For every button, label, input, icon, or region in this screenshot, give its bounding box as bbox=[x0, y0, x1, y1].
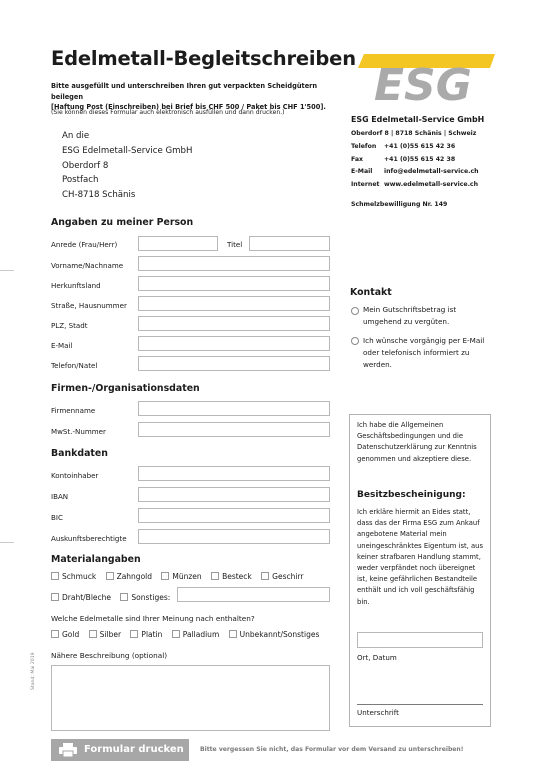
unterschrift-label: Unterschrift bbox=[357, 708, 399, 717]
checkbox[interactable] bbox=[161, 572, 169, 580]
metal-option[interactable]: Palladium bbox=[172, 630, 219, 639]
anrede-field[interactable] bbox=[138, 236, 218, 251]
kontoinhaber-field[interactable] bbox=[138, 466, 330, 481]
description-textarea[interactable] bbox=[51, 665, 330, 731]
description-label: Nähere Beschreibung (optional) bbox=[51, 651, 168, 660]
telefon-field[interactable] bbox=[138, 356, 330, 371]
section-person-heading: Angaben zu meiner Person bbox=[51, 217, 194, 228]
kontakt-option-1-label: Mein Gutschriftsbetrag ist umgehend zu vergüten. bbox=[363, 305, 457, 326]
metal-option[interactable]: Unbekannt/Sonstiges bbox=[229, 630, 320, 639]
metals-question: Welche Edelmetalle sind Ihrer Meinung nach enthalten? bbox=[51, 614, 255, 623]
material-option[interactable]: Besteck bbox=[211, 572, 252, 581]
intro-text: Bitte ausgefüllt und unterschreiben Ihren gut verpackten Scheidgütern beilegen [Haftung Post (Einschreiben) bei Brief bis CHF 500 / Paket bis CHF 1'500]. bbox=[51, 82, 326, 111]
ort-datum-label: Ort, Datum bbox=[357, 653, 397, 662]
mwst-label: MwSt.-Nummer bbox=[51, 427, 106, 436]
print-button-label: Formular drucken bbox=[84, 744, 184, 755]
agb-text: Ich habe die Allgemeinen Geschäftsbedingungen und die Datenschutzerklärung zur Kenntnis genommen und akzeptiere diese. bbox=[357, 421, 477, 463]
material-option[interactable]: Geschirr bbox=[261, 572, 303, 581]
fold-mark bbox=[0, 542, 14, 543]
bic-field[interactable] bbox=[138, 508, 330, 523]
land-field[interactable] bbox=[138, 276, 330, 291]
checkbox[interactable] bbox=[120, 593, 128, 601]
section-bank-heading: Bankdaten bbox=[51, 448, 108, 459]
auskunft-label: Auskunftsberechtigte bbox=[51, 534, 127, 543]
material-option[interactable]: Sonstiges: bbox=[120, 593, 170, 602]
svg-text:ESG: ESG bbox=[374, 60, 472, 104]
titel-label: Titel bbox=[227, 240, 243, 249]
kontoinhaber-label: Kontoinhaber bbox=[51, 471, 99, 480]
telefon-label: Telefon/Natel bbox=[51, 361, 98, 370]
name-label: Vorname/Nachname bbox=[51, 261, 124, 270]
fold-mark bbox=[0, 270, 14, 271]
checkbox[interactable] bbox=[51, 593, 59, 601]
material-option[interactable]: Draht/Bleche bbox=[51, 593, 111, 602]
stand-note: Stand: Mai 2019 bbox=[31, 652, 36, 690]
checkbox[interactable] bbox=[89, 630, 97, 638]
checkbox[interactable] bbox=[261, 572, 269, 580]
section-kontakt-heading: Kontakt bbox=[350, 287, 392, 298]
checkbox[interactable] bbox=[106, 572, 114, 580]
auskunft-field[interactable] bbox=[138, 529, 330, 544]
material-option[interactable]: Zahngold bbox=[106, 572, 152, 581]
schmelzbewilligung: Schmelzbewilligung Nr. 149 bbox=[351, 201, 448, 208]
plz-label: PLZ, Stadt bbox=[51, 321, 88, 330]
besitz-heading: Besitzbescheinigung: bbox=[357, 490, 466, 500]
signature-line bbox=[357, 704, 483, 705]
land-label: Herkunftsland bbox=[51, 281, 101, 290]
material-option[interactable]: Schmuck bbox=[51, 572, 96, 581]
sonstiges-field[interactable] bbox=[177, 587, 330, 602]
checkbox[interactable] bbox=[51, 630, 59, 638]
plz-field[interactable] bbox=[138, 316, 330, 331]
besitz-text: Ich erkläre hiermit an Eides statt, dass das der Firma ESG zum Ankauf angebotene Material mein uneingeschränktes Eigentum ist, aus keiner strafbaren Handlung stammt, weder verpfändet noch übereignet ist, keine gefährlichen Bestandteile enthält und ich voll geschäftsfähig bin. bbox=[357, 508, 483, 606]
checkbox[interactable] bbox=[51, 572, 59, 580]
email-label: E-Mail bbox=[51, 341, 73, 350]
kontakt-radio-2[interactable] bbox=[351, 337, 359, 345]
print-button[interactable] bbox=[51, 739, 189, 761]
checkbox[interactable] bbox=[172, 630, 180, 638]
firmenname-field[interactable] bbox=[138, 401, 330, 416]
company-contact-info: Oberdorf 8 | 8718 Schänis | Schweiz Telefon +41 (0)55 615 42 36 Fax +41 (0)55 615 42 38 E-Mail info@edelmetall-service.ch Internet www.edelmetall-service.ch bbox=[351, 130, 479, 189]
material-options-row1 bbox=[51, 572, 311, 581]
page-title: Edelmetall-Begleitschreiben bbox=[51, 47, 356, 70]
checkbox[interactable] bbox=[229, 630, 237, 638]
iban-label: IBAN bbox=[51, 492, 69, 501]
metal-option[interactable]: Silber bbox=[89, 630, 121, 639]
intro-note: (Sie können dieses Formular auch elektronisch ausfüllen und dann drucken.) bbox=[51, 109, 285, 116]
strasse-field[interactable] bbox=[138, 296, 330, 311]
section-firma-heading: Firmen-/Organisationsdaten bbox=[51, 383, 200, 394]
metals-options bbox=[51, 630, 326, 639]
bic-label: BIC bbox=[51, 513, 63, 522]
email-field[interactable] bbox=[138, 336, 330, 351]
firmenname-label: Firmenname bbox=[51, 406, 96, 415]
iban-field[interactable] bbox=[138, 487, 330, 502]
metal-option[interactable]: Gold bbox=[51, 630, 79, 639]
ort-datum-field[interactable] bbox=[357, 632, 483, 648]
company-name: ESG Edelmetall-Service GmbH bbox=[351, 115, 485, 124]
name-field[interactable] bbox=[138, 256, 330, 271]
footer-reminder: Bitte vergessen Sie nicht, das Formular vor dem Versand zu unterschreiben! bbox=[200, 746, 464, 753]
material-options-row2 bbox=[51, 593, 177, 602]
titel-field[interactable] bbox=[249, 236, 330, 251]
esg-logo bbox=[350, 50, 495, 104]
metal-option[interactable]: Platin bbox=[130, 630, 162, 639]
printer-icon bbox=[58, 742, 78, 758]
material-option[interactable]: Münzen bbox=[161, 572, 201, 581]
kontakt-radio-1[interactable] bbox=[351, 307, 359, 315]
checkbox[interactable] bbox=[130, 630, 138, 638]
checkbox[interactable] bbox=[211, 572, 219, 580]
mwst-field[interactable] bbox=[138, 422, 330, 437]
anrede-label: Anrede (Frau/Herr) bbox=[51, 240, 118, 249]
strasse-label: Straße, Hausnummer bbox=[51, 301, 127, 310]
recipient-address: An die ESG Edelmetall-Service GmbH Oberdorf 8 Postfach CH-8718 Schänis bbox=[62, 131, 193, 201]
section-material-heading: Materialangaben bbox=[51, 554, 141, 565]
kontakt-option-2-label: Ich wünsche vorgängig per E-Mail oder telefonisch informiert zu werden. bbox=[363, 336, 485, 369]
